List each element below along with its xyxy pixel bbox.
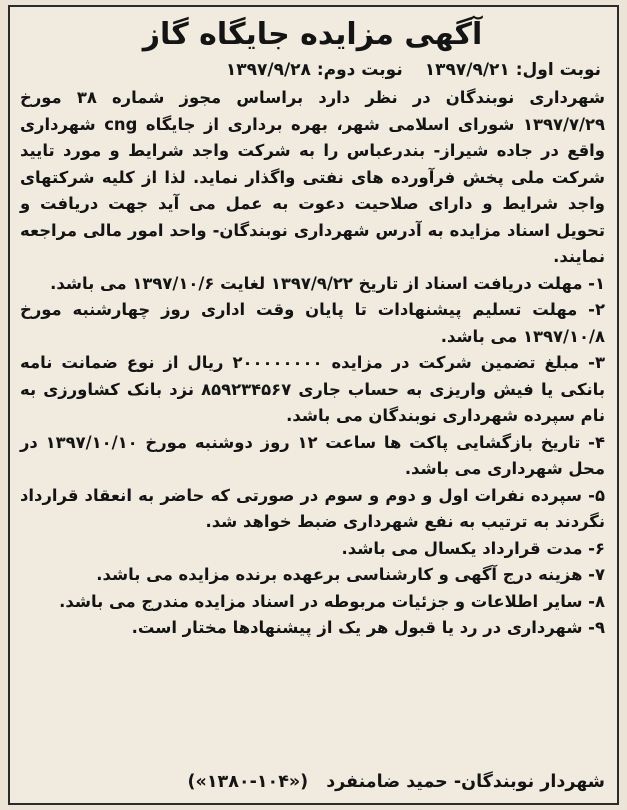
notice-intro: شهرداری نوبندگان در نظر دارد براساس مجوز شماره ۳۸ مورخ ۱۳۹۷/۷/۲۹ شورای اسلامی شهر، بهره برداری از جایگاه cng شهرداری واقع در جاده شیراز- بندرعباس را به شرکت واجد شرایط و مورد تایید شرکت ملی پخش فرآورده های نفتی واگذار نماید. لذا از کلیه شرکتهای واجد شرایط و دارای صلاحیت دعوت به عمل می آید جهت دریافت و تحویل اسناد مزایده به آدرس شهرداری نوبندگان- واحد امور مالی مراجعه نمایند.	[20, 88, 605, 266]
notice-footer	[20, 769, 605, 795]
second-round-date: نوبت دوم: ۱۳۹۷/۹/۲۸	[225, 60, 403, 80]
mayor-signature: شهردار نوبندگان- حمید ضامنفرد	[326, 772, 605, 792]
notice-code: («۱۳۸۰-۱۰۴»)	[187, 772, 309, 792]
clause-6: ۶- مدت قرارداد یکسال می باشد.	[341, 538, 605, 558]
notice-clauses	[20, 271, 605, 642]
clause-7: ۷- هزینه درج آگهی و کارشناسی برعهده برنده مزایده می باشد.	[96, 565, 605, 584]
clause-5: ۵- سپرده نفرات اول و دوم و سوم در صورتی که حاضر به انعقاد قرارداد نگردند به ترتیب به نفع شهرداری ضبط خواهد شد.	[20, 485, 605, 531]
clause-8: ۸- سایر اطلاعات و جزئیات مربوطه در اسناد مزایده مندرج می باشد.	[59, 591, 605, 611]
clause-3: ۳- مبلغ تضمین شرکت در مزایده ۲۰۰۰۰۰۰۰۰ ریال از نوع ضمانت نامه بانکی یا فیش واریزی به حساب جاری ۸۵۹۲۳۴۵۶۷ نزد بانک کشاورزی به نام سپرده شهرداری نوبندگان می باشد.	[20, 353, 605, 425]
clause-2: ۲- مهلت تسلیم پیشنهادات تا پایان وقت اداری روز چهارشنبه مورخ ۱۳۹۷/۱۰/۸ می باشد.	[20, 300, 605, 346]
publication-rounds	[20, 57, 605, 83]
clause-1: ۱- مهلت دریافت اسناد از تاریخ ۱۳۹۷/۹/۲۲ لغایت ۱۳۹۷/۱۰/۶ می باشد.	[50, 273, 605, 293]
first-round-date: نوبت اول: ۱۳۹۷/۹/۲۱	[424, 60, 601, 80]
clause-9: ۹- شهرداری در رد یا قبول هر یک از پیشنهادها مختار است.	[131, 618, 605, 637]
auction-notice	[8, 5, 619, 805]
notice-headline: آگهی مزایده جایگاه گاز	[142, 17, 483, 52]
clause-4: ۴- تاریخ بازگشایی پاکت ها ساعت ۱۲ روز دوشنبه مورخ ۱۳۹۷/۱۰/۱۰ در محل شهرداری می باشد.	[20, 432, 605, 478]
